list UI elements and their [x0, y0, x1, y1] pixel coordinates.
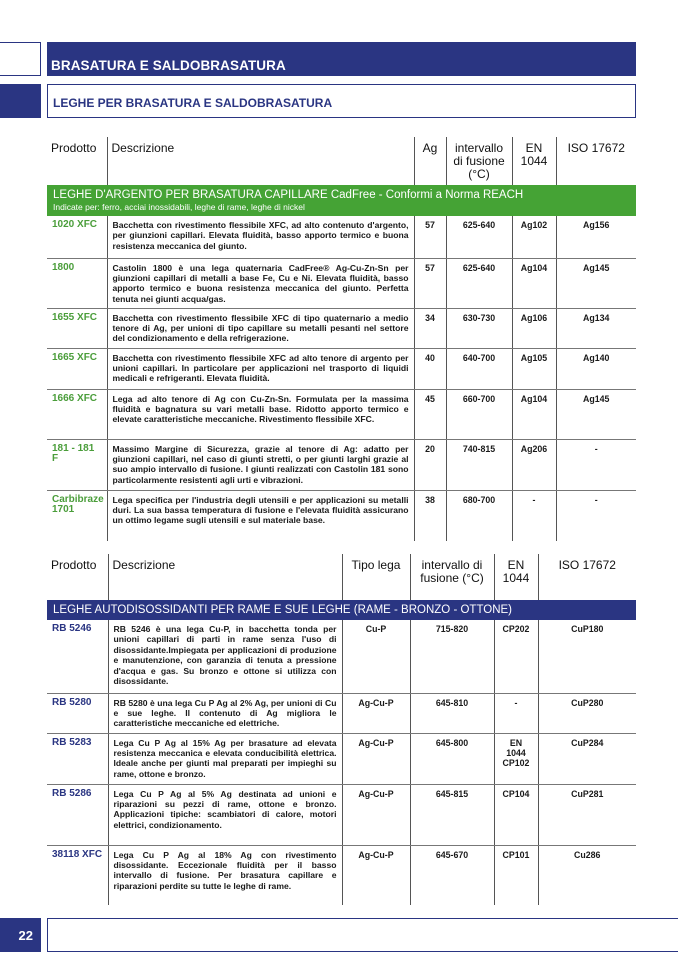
melting-range: 645-800	[410, 733, 494, 784]
ag-content: 45	[414, 389, 446, 439]
iso17672-code: CuP280	[538, 693, 636, 733]
table-row	[47, 620, 636, 693]
footer-bar	[47, 918, 678, 952]
product-description: Bacchetta con rivestimento flessibile XFC, ad alto contenuto d'argento, per giunzioni capillari. Elevata fluidità, basso apporto termico e buona resistenza meccanica del giunto.	[107, 216, 414, 258]
melting-range: 645-815	[410, 784, 494, 845]
alloy-type: Cu-P	[342, 620, 410, 693]
en1044-code: CP104	[494, 784, 538, 845]
en1044-code: Ag104	[512, 258, 556, 308]
product-name: 1665 XFC	[47, 348, 107, 389]
alloy-type: Ag-Cu-P	[342, 845, 410, 905]
product-name: 181 - 181 F	[47, 439, 107, 490]
ag-content: 20	[414, 439, 446, 490]
product-name: RB 5283	[47, 733, 108, 784]
product-description: Lega Cu P Ag al 18% Ag con rivestimento disossidante. Eccezionale fluidità per il basso intervallo di fusione. Per brasatura capillare e riparazioni perdite su tutte le leghe di rame.	[108, 845, 342, 905]
product-name: 1666 XFC	[47, 389, 107, 439]
category-band-title: LEGHE AUTODISOSSIDANTI PER RAME E SUE LEGHE (RAME - BRONZO - OTTONE)	[47, 600, 636, 620]
column-header-iso17672: ISO 17672	[556, 137, 636, 185]
product-description: Bacchetta con rivestimento flessibile XFC di tipo quaternario a medio tenore di Ag, per unioni di tipo capillare su metalli pesanti nel settore del condizionamento e della refrigerazione.	[107, 308, 414, 348]
product-name: RB 5280	[47, 693, 108, 733]
iso17672-code: CuP281	[538, 784, 636, 845]
en1044-code: Ag102	[512, 216, 556, 258]
en1044-code: CP101	[494, 845, 538, 905]
ag-content: 38	[414, 490, 446, 541]
category-band-subtitle: Indicate per: ferro, acciai inossidabili, leghe di rame, leghe di nickel	[53, 202, 305, 212]
table-row	[47, 693, 636, 733]
column-header-description: Descrizione	[108, 554, 342, 600]
iso17672-code: -	[556, 439, 636, 490]
table-header-row	[47, 137, 636, 185]
product-name: Carbibraze 1701	[47, 490, 107, 541]
column-header-melting-range: intervallo di fusione (°C)	[446, 137, 512, 185]
product-name: 38118 XFC	[47, 845, 108, 905]
product-description: Lega Cu P Ag al 15% Ag per brasature ad elevata resistenza meccanica e elevata conducibilità elettrica. Ideale anche per giunti mal preparati per impieghi su rame, ottone e bronzo.	[108, 733, 342, 784]
table-header-row	[47, 554, 636, 600]
product-description: Lega Cu P Ag al 5% Ag destinata ad unioni e riparazioni su pezzi di rame, ottone e bronzo. Applicazioni tipiche: scambiatori di calore, motori elettrici, condizionamento.	[108, 784, 342, 845]
iso17672-code: Ag156	[556, 216, 636, 258]
melting-range: 625-640	[446, 216, 512, 258]
product-name: 1020 XFC	[47, 216, 107, 258]
product-description: Castolin 1800 è una lega quaternaria CadFree® Ag-Cu-Zn-Sn per giunzioni capillari di metalli a base Fe, Cu e Ni. Elevata fluidità, basso apporto termico e buona resistenza meccanica del giunto. Perfetta tenuta nei giunti acqua/gas.	[107, 258, 414, 308]
iso17672-code: CuP180	[538, 620, 636, 693]
page-number: 22	[0, 918, 41, 952]
alloy-type: Ag-Cu-P	[342, 784, 410, 845]
column-header-melting-range: intervallo di fusione (°C)	[410, 554, 494, 600]
column-header-product: Prodotto	[47, 137, 107, 185]
left-tab-decoration-mid	[0, 84, 41, 118]
table-row	[47, 733, 636, 784]
product-name: 1800	[47, 258, 107, 308]
iso17672-code: CuP284	[538, 733, 636, 784]
table-row	[47, 845, 636, 905]
en1044-code: Ag106	[512, 308, 556, 348]
ag-content: 57	[414, 216, 446, 258]
table-row	[47, 389, 636, 439]
en1044-code: -	[512, 490, 556, 541]
alloy-type: Ag-Cu-P	[342, 733, 410, 784]
column-header-description: Descrizione	[107, 137, 414, 185]
iso17672-code: Ag145	[556, 389, 636, 439]
iso17672-code: Ag134	[556, 308, 636, 348]
table-row	[47, 348, 636, 389]
product-description: RB 5280 è una lega Cu P Ag al 2% Ag, per unioni di Cu e sue leghe. Il contenuto di Ag migliora le caratteristiche meccaniche ed elettriche.	[108, 693, 342, 733]
product-name: RB 5246	[47, 620, 108, 693]
melting-range: 740-815	[446, 439, 512, 490]
melting-range: 715-820	[410, 620, 494, 693]
category-band-copper	[47, 600, 636, 620]
alloy-type: Ag-Cu-P	[342, 693, 410, 733]
en1044-code: Ag104	[512, 389, 556, 439]
column-header-product: Prodotto	[47, 554, 108, 600]
product-description: Lega specifica per l'industria degli utensili e per applicazioni su metalli duri. La sua bassa temperatura di fusione e l'elevata fluidità assicurano un ottimo legame sugli utensili e sul materiale base.	[107, 490, 414, 541]
table-row	[47, 216, 636, 258]
silver-alloys-table	[47, 137, 636, 541]
en1044-code: -	[494, 693, 538, 733]
table-row	[47, 258, 636, 308]
en1044-code: Ag206	[512, 439, 556, 490]
melting-range: 640-700	[446, 348, 512, 389]
product-description: Massimo Margine di Sicurezza, grazie al tenore di Ag: adatto per giunzioni capillari, nel caso di giunti stretti, o per giunti larghi grazie al suo ampio intervallo di fusione. I giunti realizzati con Castolin 181 sono particolarmente resistenti agli urti e vibrazioni.	[107, 439, 414, 490]
ag-content: 57	[414, 258, 446, 308]
melting-range: 645-810	[410, 693, 494, 733]
section-title: BRASATURA E SALDOBRASATURA	[47, 42, 636, 76]
copper-alloys-table	[47, 554, 636, 905]
melting-range: 680-700	[446, 490, 512, 541]
section-subtitle: LEGHE PER BRASATURA E SALDOBRASATURA	[47, 84, 636, 118]
product-description: RB 5246 è una lega Cu-P, in bacchetta tonda per unioni capillari di parti in rame senza l'uso di disossidante.Impiegata per applicazioni di produzione e manutenzione, con garanzia di tenuta a pressione d'acqua e gas. Su bronzo e ottone si utilizza con disossidante.	[108, 620, 342, 693]
column-header-iso17672: ISO 17672	[538, 554, 636, 600]
ag-content: 34	[414, 308, 446, 348]
column-header-en1044: EN 1044	[494, 554, 538, 600]
product-name: 1655 XFC	[47, 308, 107, 348]
column-header-en1044: EN 1044	[512, 137, 556, 185]
en1044-code: EN 1044 CP102	[494, 733, 538, 784]
iso17672-code: Ag140	[556, 348, 636, 389]
en1044-code: CP202	[494, 620, 538, 693]
table-row	[47, 490, 636, 541]
column-header-alloy-type: Tipo lega	[342, 554, 410, 600]
ag-content: 40	[414, 348, 446, 389]
left-tab-decoration-top	[0, 42, 41, 76]
product-description: Lega ad alto tenore di Ag con Cu-Zn-Sn. Formulata per la massima fluidità e bagnatura su vari metalli base. Ridotto apporto termico e elevate caratteristiche meccaniche. Rivestimento flessibile XFC.	[107, 389, 414, 439]
category-band-title: LEGHE D'ARGENTO PER BRASATURA CAPILLARE CadFree - Conformi a Norma REACH	[53, 189, 524, 201]
en1044-code: Ag105	[512, 348, 556, 389]
table-row	[47, 439, 636, 490]
table-row	[47, 308, 636, 348]
melting-range: 660-700	[446, 389, 512, 439]
product-description: Bacchetta con rivestimento flessibile XFC ad alto tenore di argento per unioni capillari. In particolare per applicazioni nel trasporto di liquidi medicali e refrigeranti. Elevata fluidità.	[107, 348, 414, 389]
melting-range: 630-730	[446, 308, 512, 348]
table-row	[47, 784, 636, 845]
melting-range: 645-670	[410, 845, 494, 905]
iso17672-code: -	[556, 490, 636, 541]
iso17672-code: Ag145	[556, 258, 636, 308]
iso17672-code: Cu286	[538, 845, 636, 905]
product-name: RB 5286	[47, 784, 108, 845]
category-band-silver	[47, 185, 636, 216]
melting-range: 625-640	[446, 258, 512, 308]
column-header-ag: Ag	[414, 137, 446, 185]
